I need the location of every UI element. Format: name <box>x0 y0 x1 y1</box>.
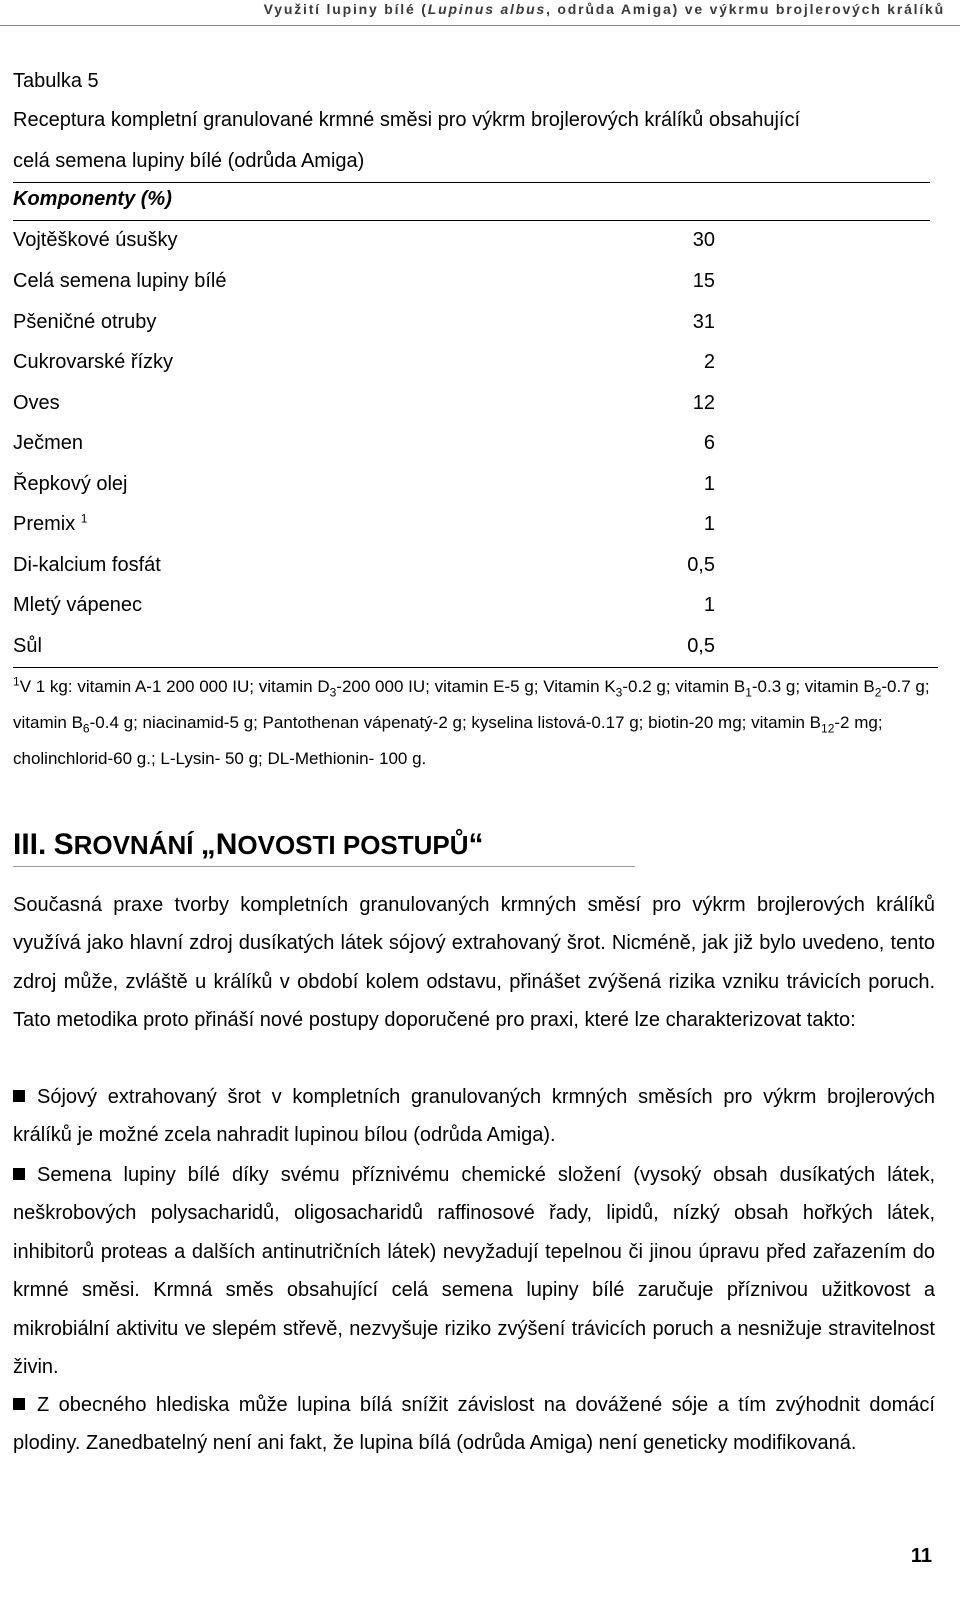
bullet-text: Z obecného hlediska může lupina bílá snížit závislost na dovážené sóje a tím zvýhodnit domácí plodiny. Zanedbatelný není ani fakt, že lupina bílá (odrůda Amiga) není geneticky modifikovaná. <box>13 1394 935 1455</box>
table-top-rule <box>13 182 930 183</box>
bullet-paragraph-1 <box>13 1078 935 1155</box>
row-name: Cukrovarské řízky <box>13 351 174 373</box>
row-name: Sůl <box>13 635 42 657</box>
running-title-italic: Lupinus albus <box>427 1 547 17</box>
section-close-quote: “ <box>468 828 484 861</box>
section-title-cap: S <box>53 828 74 861</box>
table-footnote <box>13 669 938 777</box>
table-title: Tabulka 5 <box>13 70 99 92</box>
table-row <box>13 554 715 582</box>
page-number: 11 <box>910 1545 932 1567</box>
section-numeral: III. <box>13 828 47 861</box>
row-value: 0,5 <box>687 554 715 576</box>
row-name: Premix <box>13 513 76 535</box>
footnote-subscript: 3 <box>615 685 623 700</box>
running-title-part1: Využití lupiny bílé ( <box>263 1 428 17</box>
bullet-square-icon <box>13 1090 25 1102</box>
row-name: Di-kalcium fosfát <box>13 554 161 576</box>
row-value: 1 <box>703 473 715 495</box>
table-caption-line1: Receptura kompletní granulované krmné směsi pro výkrm brojlerových králíků obsahující <box>13 109 801 131</box>
bullet-text: Sójový extrahovaný šrot v kompletních granulovaných krmných směsích pro výkrm brojlerových králíků je možné zcela nahradit lupinou bílou (odrůda Amiga). <box>13 1086 935 1147</box>
section-title: OVOSTI POSTUPŮ <box>237 830 469 860</box>
row-name: Mletý vápenec <box>13 594 142 616</box>
bullet-square-icon <box>13 1168 25 1180</box>
table-column-header: Komponenty (%) <box>13 188 172 210</box>
table-row <box>13 473 715 501</box>
table-row <box>13 270 715 298</box>
table-row <box>13 392 715 420</box>
row-value: 12 <box>692 392 715 414</box>
footnote-subscript: 1 <box>745 685 752 700</box>
table-row <box>13 594 715 622</box>
footnote-subscript: 2 <box>874 685 882 700</box>
row-value: 31 <box>692 311 715 333</box>
table-row <box>13 351 715 379</box>
footnote-subscript: 3 <box>329 685 337 700</box>
row-value: 0,5 <box>687 635 715 657</box>
row-name: Celá semena lupiny bílé <box>13 270 227 292</box>
section-open-quote: „ <box>200 828 216 861</box>
table-bottom-rule <box>13 667 938 668</box>
header-rule <box>0 25 960 26</box>
footnote-text: -200 000 IU; vitamin E-5 g; Vitamin K <box>336 677 616 696</box>
section-title: ROVNÁNÍ <box>73 830 201 860</box>
table-row <box>13 635 715 663</box>
row-value: 15 <box>692 270 715 292</box>
table-caption-line2: celá semena lupiny bílé (odrůda Amiga) <box>13 150 365 172</box>
section-heading <box>13 828 484 862</box>
table-row <box>13 432 715 460</box>
running-header <box>0 1 945 17</box>
bullet-paragraph-3 <box>13 1386 935 1463</box>
section-rule <box>13 866 635 867</box>
row-value: 6 <box>703 432 715 454</box>
premix-footnote-marker: 1 <box>80 511 88 526</box>
bullet-text: Semena lupiny bílé díky svému příznivému chemické složení (vysoký obsah dusíkatých látek, neškrobových polysacharidů, oligosacharidů raffinosové řady, lipidů, nízký obsah hořkých látek, inhibitorů proteas a dalších antinutričních látek) nevyžadují tepelnou či jinou úpravu před zařazením do krmné směsi. Krmná směs obsahující celá semena lupiny bílé zaručuje příznivou užitkovost a mikrobiální aktivitu ve slepém střevě, nezvyšuje riziko zvýšení trávicích poruch a nesnižuje stravitelnost živin. <box>13 1164 935 1379</box>
bullet-square-icon <box>13 1398 25 1410</box>
table-header-rule <box>13 220 930 221</box>
footnote-text: V 1 kg: vitamin A-1 200 000 IU; vitamin D <box>19 677 330 696</box>
row-value: 1 <box>703 594 715 616</box>
footnote-subscript: 6 <box>82 721 90 736</box>
footnote-text: -0.2 g; vitamin B <box>622 677 746 696</box>
footnote-text: -0.7 g; vitamin B <box>13 677 930 732</box>
row-name: Pšeničné otruby <box>13 311 157 333</box>
intro-paragraph: Současná praxe tvorby kompletních granulovaných krmných směsí pro výkrm brojlerových králíků využívá jako hlavní zdroj dusíkatých látek sójový extrahovaný šrot. Nicméně, jak již bylo uvedeno, tento zdroj může, zvláště u králíků v období kolem odstavu, přinášet zvýšená rizika vzniku trávicích poruch. Tato metodika proto přináší nové postupy doporučené pro praxi, které lze charakterizovat takto: <box>13 894 935 1032</box>
row-name: Oves <box>13 392 60 414</box>
table-row <box>13 311 715 339</box>
section-title-cap: N <box>215 828 238 861</box>
row-value: 30 <box>692 229 715 251</box>
row-value: 2 <box>703 351 715 373</box>
table-row <box>13 229 715 257</box>
row-name: Vojtěškové úsušky <box>13 229 178 251</box>
footnote-text: -0.3 g; vitamin B <box>751 677 875 696</box>
row-name: Řepkový olej <box>13 473 128 495</box>
row-value: 1 <box>703 513 715 535</box>
table-row <box>13 513 715 541</box>
running-title-part2: , odrůda Amiga) ve výkrmu brojlerových králíků <box>546 1 945 17</box>
bullet-paragraph-2 <box>13 1156 935 1386</box>
footnote-marker: 1 <box>13 674 20 689</box>
row-name: Ječmen <box>13 432 84 454</box>
row-name-wrap <box>13 513 87 536</box>
footnote-subscript: 12 <box>821 721 835 736</box>
footnote-text: -2 mg; cholinchlorid-60 g.; L-Lysin- 50 g; DL-Methionin- 100 g. <box>13 713 883 768</box>
footnote-text: -0.4 g; niacinamid-5 g; Pantothenan vápenatý-2 g; kyselina listová-0.17 g; biotin-20 mg; vitamin B <box>89 713 822 732</box>
